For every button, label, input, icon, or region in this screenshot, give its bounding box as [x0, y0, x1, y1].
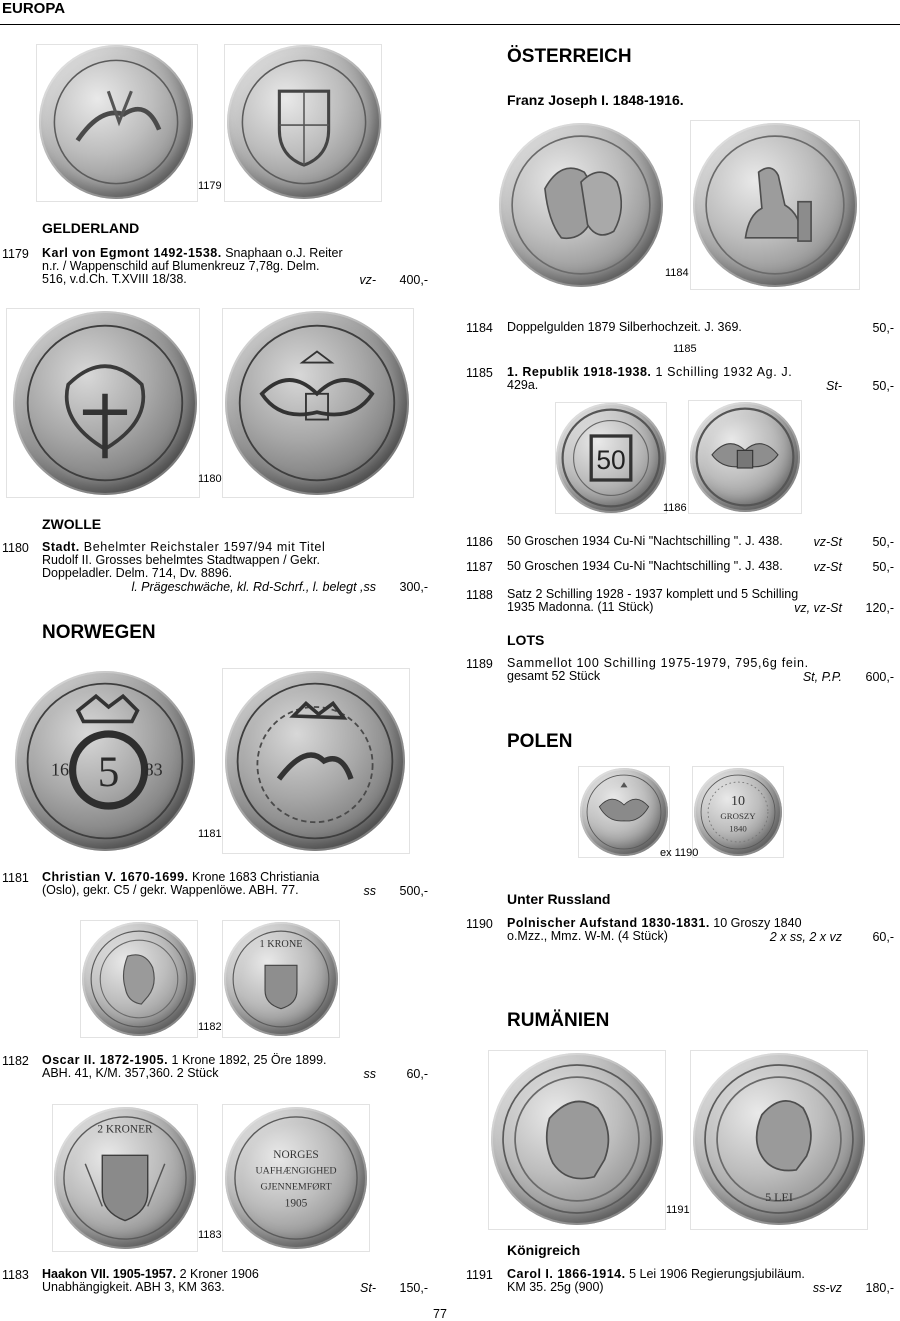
lot-1182-price: 60,-: [406, 1067, 428, 1081]
section-oesterreich: ÖSTERREICH: [507, 46, 632, 67]
lot-1187-number: 1187: [466, 560, 493, 574]
coin-image-1191-obverse: [488, 1050, 666, 1230]
subhead-lots: LOTS: [507, 632, 545, 648]
lot-1182-grade: ss: [363, 1067, 376, 1081]
lot-1185-grade: St-: [826, 379, 842, 393]
lot-1188-line2: 1935 Madonna. (11 Stück): [507, 600, 654, 614]
caption-1190: ex 1190: [660, 847, 699, 859]
header-rule: [0, 24, 900, 25]
lot-1181-ruler: Christian V. 1670-1699.: [42, 870, 189, 884]
lot-1189-line2: gesamt 52 Stück: [507, 669, 601, 683]
lot-1191-line1: 5 Lei 1906 Regierungsjubiläum.: [625, 1267, 805, 1281]
coin-1181-obverse: [15, 671, 195, 851]
coin-1183-reverse: [225, 1107, 367, 1249]
lot-1186-description: 50 Groschen 1934 Cu-Ni "Nachtschilling ". J. 438.: [507, 534, 783, 548]
coin-image-1182-obverse: [80, 920, 198, 1038]
coin-image-1182-reverse: [222, 920, 340, 1038]
lot-1189-price: 600,-: [865, 670, 894, 684]
coin-1179-obverse: [39, 45, 193, 199]
caption-1183: 1183: [198, 1229, 222, 1241]
lot-1180-price: 300,-: [399, 580, 428, 594]
coin-1181-reverse: [225, 671, 405, 851]
lot-1181-grade: ss: [363, 884, 376, 898]
lot-1179-number: 1179: [2, 247, 29, 261]
section-rumaenien: RUMÄNIEN: [507, 1010, 610, 1031]
lot-1179-line3: 516, v.d.Ch. T.XVIII 18/38.: [42, 272, 187, 286]
lot-1190-number: 1190: [466, 917, 493, 931]
lot-1191-line2: KM 35. 25g (900): [507, 1280, 604, 1294]
coin-1190-year: 1840: [729, 823, 747, 834]
caption-1184: 1184: [665, 267, 689, 279]
section-norwegen: NORWEGEN: [42, 622, 156, 643]
lot-1182-line2: ABH. 41, K/M. 357,360. 2 Stück: [42, 1066, 219, 1080]
lot-1181-number: 1181: [2, 871, 29, 885]
coin-1181-numeral: 5: [97, 749, 120, 797]
coin-image-1181-obverse: [12, 668, 198, 854]
lot-1189-number: 1189: [466, 657, 493, 671]
coin-1183-obverse: [54, 1107, 196, 1249]
lot-1188-line1: Satz 2 Schilling 1928 - 1937 komplett und 5 Schilling: [507, 587, 799, 601]
lot-1190-price: 60,-: [872, 930, 894, 944]
coin-image-1184-obverse: [496, 120, 666, 290]
coin-1182-reverse: [224, 922, 338, 1036]
lot-1185-line1: 1 Schilling 1932 Ag. J.: [651, 365, 793, 379]
lot-1185-line2: 429a.: [507, 378, 539, 392]
coin-1186-reverse: [690, 402, 800, 512]
coin-1181-date-left: 16: [51, 759, 69, 780]
caption-1185: 1185: [673, 343, 697, 355]
lot-1184-description: Doppelgulden 1879 Silberhochzeit. J. 369.: [507, 320, 742, 334]
coin-1183-line3: GJENNEMFØRT: [260, 1181, 332, 1193]
lot-1188-price: 120,-: [865, 601, 894, 615]
lot-1182-ruler: Oscar II. 1872-1905.: [42, 1053, 169, 1067]
lot-1185-ruler: 1. Republik 1918-1938.: [507, 365, 652, 379]
coin-image-1180-reverse: [222, 308, 414, 498]
lot-1183-number: 1183: [2, 1268, 29, 1282]
lot-1179-grade: vz-: [359, 273, 376, 287]
lot-1187-description: 50 Groschen 1934 Cu-Ni "Nachtschilling ". J. 438.: [507, 559, 783, 573]
coin-image-1190-obverse: [578, 766, 670, 858]
caption-1179: 1179: [198, 180, 222, 192]
subhead-koenigreich: Königreich: [507, 1242, 581, 1258]
coin-image-1179-reverse: [224, 44, 382, 202]
subhead-gelderland: GELDERLAND: [42, 220, 140, 236]
coin-image-1186-obverse: [555, 402, 667, 514]
subhead-unter-russland: Unter Russland: [507, 891, 611, 907]
lot-1180-grade: l. Prägeschwäche, kl. Rd-Schrf., l. belegt ,ss: [131, 580, 376, 594]
lot-1180-description: [42, 541, 377, 580]
lot-1189-grade: St, P.P.: [802, 670, 842, 684]
caption-1191: 1191: [666, 1204, 690, 1216]
coin-1190-reverse: [694, 768, 782, 856]
coin-1183-top-legend: 2 KRONER: [97, 1123, 153, 1136]
coin-1183-line1: NORGES: [273, 1149, 319, 1162]
coin-1180-reverse: [225, 311, 409, 495]
coin-image-1190-reverse: [692, 766, 784, 858]
lot-1184-number: 1184: [466, 321, 493, 335]
caption-1186: 1186: [663, 502, 687, 514]
coin-image-1191-reverse: [690, 1050, 868, 1230]
coin-1181-date-right: 83: [144, 759, 163, 780]
lot-1181-line1: Krone 1683 Christiania: [188, 870, 320, 884]
lot-1190-ruler: Polnischer Aufstand 1830-1831.: [507, 916, 710, 930]
caption-1180: 1180: [198, 473, 222, 485]
coin-image-1184-reverse: [690, 120, 860, 290]
lot-1191-grade: ss-vz: [812, 1281, 842, 1295]
subhead-franz-joseph: Franz Joseph I. 1848-1916.: [507, 92, 684, 108]
lot-1191-ruler: Carol I. 1866-1914.: [507, 1267, 626, 1281]
lot-1179-ruler: Karl von Egmont 1492-1538.: [42, 246, 222, 260]
lot-1186-number: 1186: [466, 535, 493, 549]
lot-1180-ruler: Stadt.: [42, 540, 80, 554]
lot-1180-line3: Doppeladler. Delm. 714, Dv. 8896.: [42, 566, 233, 580]
coin-image-1181-reverse: [222, 668, 410, 854]
lot-1183-line2: Unabhängigkeit. ABH 3, KM 363.: [42, 1280, 225, 1294]
lot-1179-price: 400,-: [399, 273, 428, 287]
lot-1190-line1: 10 Groszy 1840: [709, 916, 802, 930]
lot-1182-line1: 1 Krone 1892, 25 Öre 1899.: [168, 1053, 327, 1067]
coin-1183-line2: UAFHÆNGIGHED: [255, 1165, 337, 1177]
coin-1190-obverse: [580, 768, 668, 856]
lot-1187-grade: vz-St: [813, 560, 842, 574]
coin-1183-year: 1905: [284, 1197, 308, 1210]
page-header: EUROPA: [2, 0, 66, 17]
lot-1189-line1: Sammellot 100 Schilling 1975-1979, 795,6g fein.: [507, 656, 809, 670]
lot-1180-line2: Rudolf II. Grosses behelmtes Stadtwappen / Gekr.: [42, 553, 320, 567]
coin-1182-obverse: [82, 922, 196, 1036]
lot-1183-ruler: Haakon VII. 1905-1957.: [42, 1267, 177, 1281]
lot-1191-price: 180,-: [865, 1281, 894, 1295]
lot-1188-number: 1188: [466, 588, 493, 602]
lot-1181-price: 500,-: [399, 884, 428, 898]
lot-1183-grade: St-: [360, 1281, 376, 1295]
coin-1179-reverse: [227, 45, 381, 199]
lot-1187-price: 50,-: [872, 560, 894, 574]
coin-1180-obverse: [13, 311, 197, 495]
caption-1181: 1181: [198, 828, 222, 840]
coin-1184-reverse: [693, 123, 857, 287]
coin-image-1179-obverse: [36, 44, 198, 202]
lot-1183-price: 150,-: [399, 1281, 428, 1295]
lot-1179-line2: n.r. / Wappenschild auf Blumenkreuz 7,78g. Delm.: [42, 259, 320, 273]
lot-1186-grade: vz-St: [813, 535, 842, 549]
coin-1182-legend: 1 KRONE: [259, 939, 303, 951]
lot-1179-line1: Snaphaan o.J. Reiter: [221, 246, 343, 260]
coin-image-1186-reverse: [688, 400, 802, 514]
coin-image-1183-obverse: [52, 1104, 198, 1252]
coin-1186-obverse: [556, 403, 666, 513]
coin-1184-obverse: [499, 123, 663, 287]
subhead-zwolle: ZWOLLE: [42, 516, 102, 532]
lot-1191-number: 1191: [466, 1268, 493, 1282]
coin-image-1183-reverse: [222, 1104, 370, 1252]
lot-1185-price: 50,-: [872, 379, 894, 393]
lot-1190-grade: 2 x ss, 2 x vz: [769, 930, 842, 944]
lot-1186-price: 50,-: [872, 535, 894, 549]
coin-1190-value: 10: [730, 792, 746, 809]
coin-1191-reverse: [693, 1053, 865, 1225]
coin-image-1180-obverse: [6, 308, 200, 498]
lot-1190-line2: o.Mzz., Mmz. W-M. (4 Stück): [507, 929, 668, 943]
coin-1191-legend: 5 LEI: [765, 1189, 793, 1204]
lot-1184-price: 50,-: [872, 321, 894, 335]
page-number: 77: [433, 1307, 447, 1321]
lot-1180-number: 1180: [2, 541, 29, 555]
section-polen: POLEN: [507, 731, 573, 752]
coin-1186-value: 50: [596, 445, 626, 475]
lot-1188-grade: vz, vz-St: [794, 601, 842, 615]
coin-1191-obverse: [491, 1053, 663, 1225]
caption-1182: 1182: [198, 1021, 222, 1033]
coin-1190-word: GROSZY: [720, 811, 756, 822]
lot-1185-number: 1185: [466, 366, 493, 380]
lot-1181-line2: (Oslo), gekr. C5 / gekr. Wappenlöwe. ABH. 77.: [42, 883, 299, 897]
lot-1180-line1: Behelmter Reichstaler 1597/94 mit Titel: [79, 540, 326, 554]
lot-1182-number: 1182: [2, 1054, 29, 1068]
lot-1183-line1: 2 Kroner 1906: [176, 1267, 259, 1281]
